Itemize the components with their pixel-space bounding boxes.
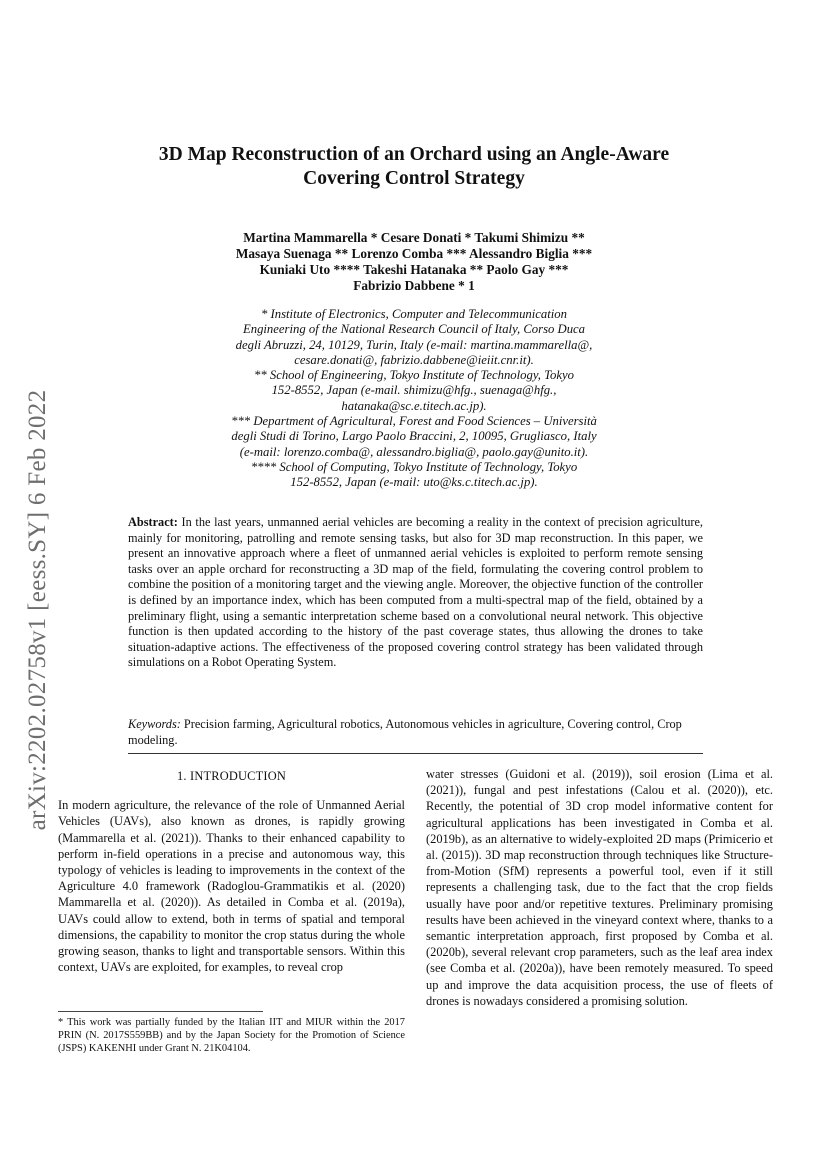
affiliation-line: degli Abruzzi, 24, 10129, Turin, Italy (e-mail: martina.mammarella@,: [235, 337, 593, 352]
paper-title: 3D Map Reconstruction of an Orchard using an Angle-Aware Covering Control Strategy: [158, 144, 670, 189]
affiliation-line: hatanaka@sc.e.titech.ac.jp).: [341, 398, 487, 413]
affiliation-line: **** School of Computing, Tokyo Institute of Technology, Tokyo: [250, 459, 578, 474]
section-divider: [128, 753, 703, 754]
arxiv-identifier: [18, 360, 58, 860]
footnote-divider: [58, 1011, 263, 1012]
intro-paragraph-right: water stresses (Guidoni et al. (2019)), soil erosion (Lima et al. (2021)), fungal and pest infestations (Calou et al. (2020)), etc. Recently, the potential of 3D crop model informative content for agricultural applications has been investigated in Comba et al. (2019b), as an alternative to widely-exploited 2D maps (Primicerio et al. (2015)). 3D map reconstruction through techniques like Structure-from-Motion (SfM) represents a powerful tool, even if it still represents a challenging task, due to the fact that the crop fields usually have poor and/or repetitive textures. Preliminary promising results have been achieved in the vineyard context where, thanks to a semantic interpretation approach, first proposed by Comba et al. (2020b), several relevant crop parameters, such as the leaf area index (see Comba et al. (2020a)), have been remotely measured. To speed up and improve the data acquisition process, the use of fleets of drones is nowadays considered a promising solution.: [426, 767, 773, 1008]
affiliation-line: (e-mail: lorenzo.comba@, alessandro.biglia@, paolo.gay@unito.it).: [239, 444, 589, 459]
affiliation-line: * Institute of Electronics, Computer and Telecommunication: [261, 307, 567, 321]
abstract-label: Abstract:: [128, 515, 178, 529]
affiliation-line: ** School of Engineering, Tokyo Institute of Technology, Tokyo: [254, 368, 574, 383]
affiliation-line: *** Department of Agricultural, Forest and Food Sciences – Università: [231, 414, 597, 429]
affiliation-line: Engineering of the National Research Council of Italy, Corso Duca: [242, 322, 586, 337]
affiliation-line: degli Studi di Torino, Largo Paolo Braccini, 2, 10095, Grugliasco, Italy: [231, 429, 597, 444]
keywords: [128, 716, 703, 748]
author-line: Kuniaki Uto **** Takeshi Hatanaka ** Paolo Gay ***: [259, 262, 569, 277]
intro-paragraph-left: In modern agriculture, the relevance of the role of Unmanned Aerial Vehicles (UAVs), also known as drones, is rapidly growing (Mammarella et al. (2021)). Thanks to their enhanced capability to perform in-field operations in a precise and autonomous way, this typology of vehicles is leading to improvements in the context of the Agriculture 4.0 framework (Radoglou-Grammatikis et al. (2020) Mammarella et al. (2020)). As detailed in Comba et al. (2019a), UAVs could allow to extend, both in terms of spatial and temporal dimensions, the capability to monitor the crop status during the whole growing season, thanks to light and transportable sensors. Within this context, UAVs are exploited, for examples, to reveal crop: [58, 798, 405, 975]
left-column: [58, 768, 405, 975]
funding-footnote: * This work was partially funded by the Italian IIT and MIUR within the 2017 PRIN (N. 2017S559BB) and by the Japan Society for the Promotion of Science (JSPS) KAKENHI under Grant N. 21K04104.: [58, 1017, 405, 1055]
affiliation-line: 152-8552, Japan (e-mail: uto@ks.c.titech.ac.jp).: [290, 475, 538, 490]
keywords-text: Precision farming, Agricultural robotics, Autonomous vehicles in agriculture, Covering control, Crop modeling.: [128, 717, 682, 747]
author-line: Fabrizio Dabbene * 1: [353, 278, 475, 293]
abstract-text: In the last years, unmanned aerial vehicles are becoming a reality in the context of precision agriculture, mainly for monitoring, patrolling and remote sensing tasks, but also for 3D map reconstruction. In this paper, we present an innovative approach where a fleet of unmanned aerial vehicles is exploited to perform remote sensing tasks over an apple orchard for reconstructing a 3D map of the field, formulating the covering control problem to combine the position of a monitoring target and the viewing angle. Moreover, the objective function of the controller is defined by an importance index, which has been computed from a multi-spectral map of the field, obtained by a preliminary flight, using a semantic interpretation scheme based on a convolutional neural network. This objective function is then updated according to the history of the past coverage states, thus allowing the drones to take situation-adaptive actions. The effectiveness of the proposed covering control strategy has been validated through simulations on a Robot Operating System.: [128, 515, 703, 670]
author-list: [150, 230, 678, 294]
keywords-label: Keywords:: [128, 717, 181, 731]
author-line: Martina Mammarella * Cesare Donati * Takumi Shimizu **: [243, 230, 585, 245]
affiliation-line: cesare.donati@, fabrizio.dabbene@ieiit.cnr.it).: [294, 352, 534, 367]
section-heading: 1. INTRODUCTION: [177, 769, 286, 783]
right-column: [426, 766, 773, 1009]
abstract: [128, 515, 703, 671]
affiliation-line: 152-8552, Japan (e-mail. shimizu@hfg., suenaga@hfg.,: [271, 383, 557, 398]
affiliations: [150, 307, 678, 491]
arxiv-identifier-text: arXiv:2202.02758v1 [eess.SY] 6 Feb 2022: [24, 389, 51, 831]
author-line: Masaya Suenaga ** Lorenzo Comba *** Alessandro Biglia ***: [235, 246, 593, 261]
